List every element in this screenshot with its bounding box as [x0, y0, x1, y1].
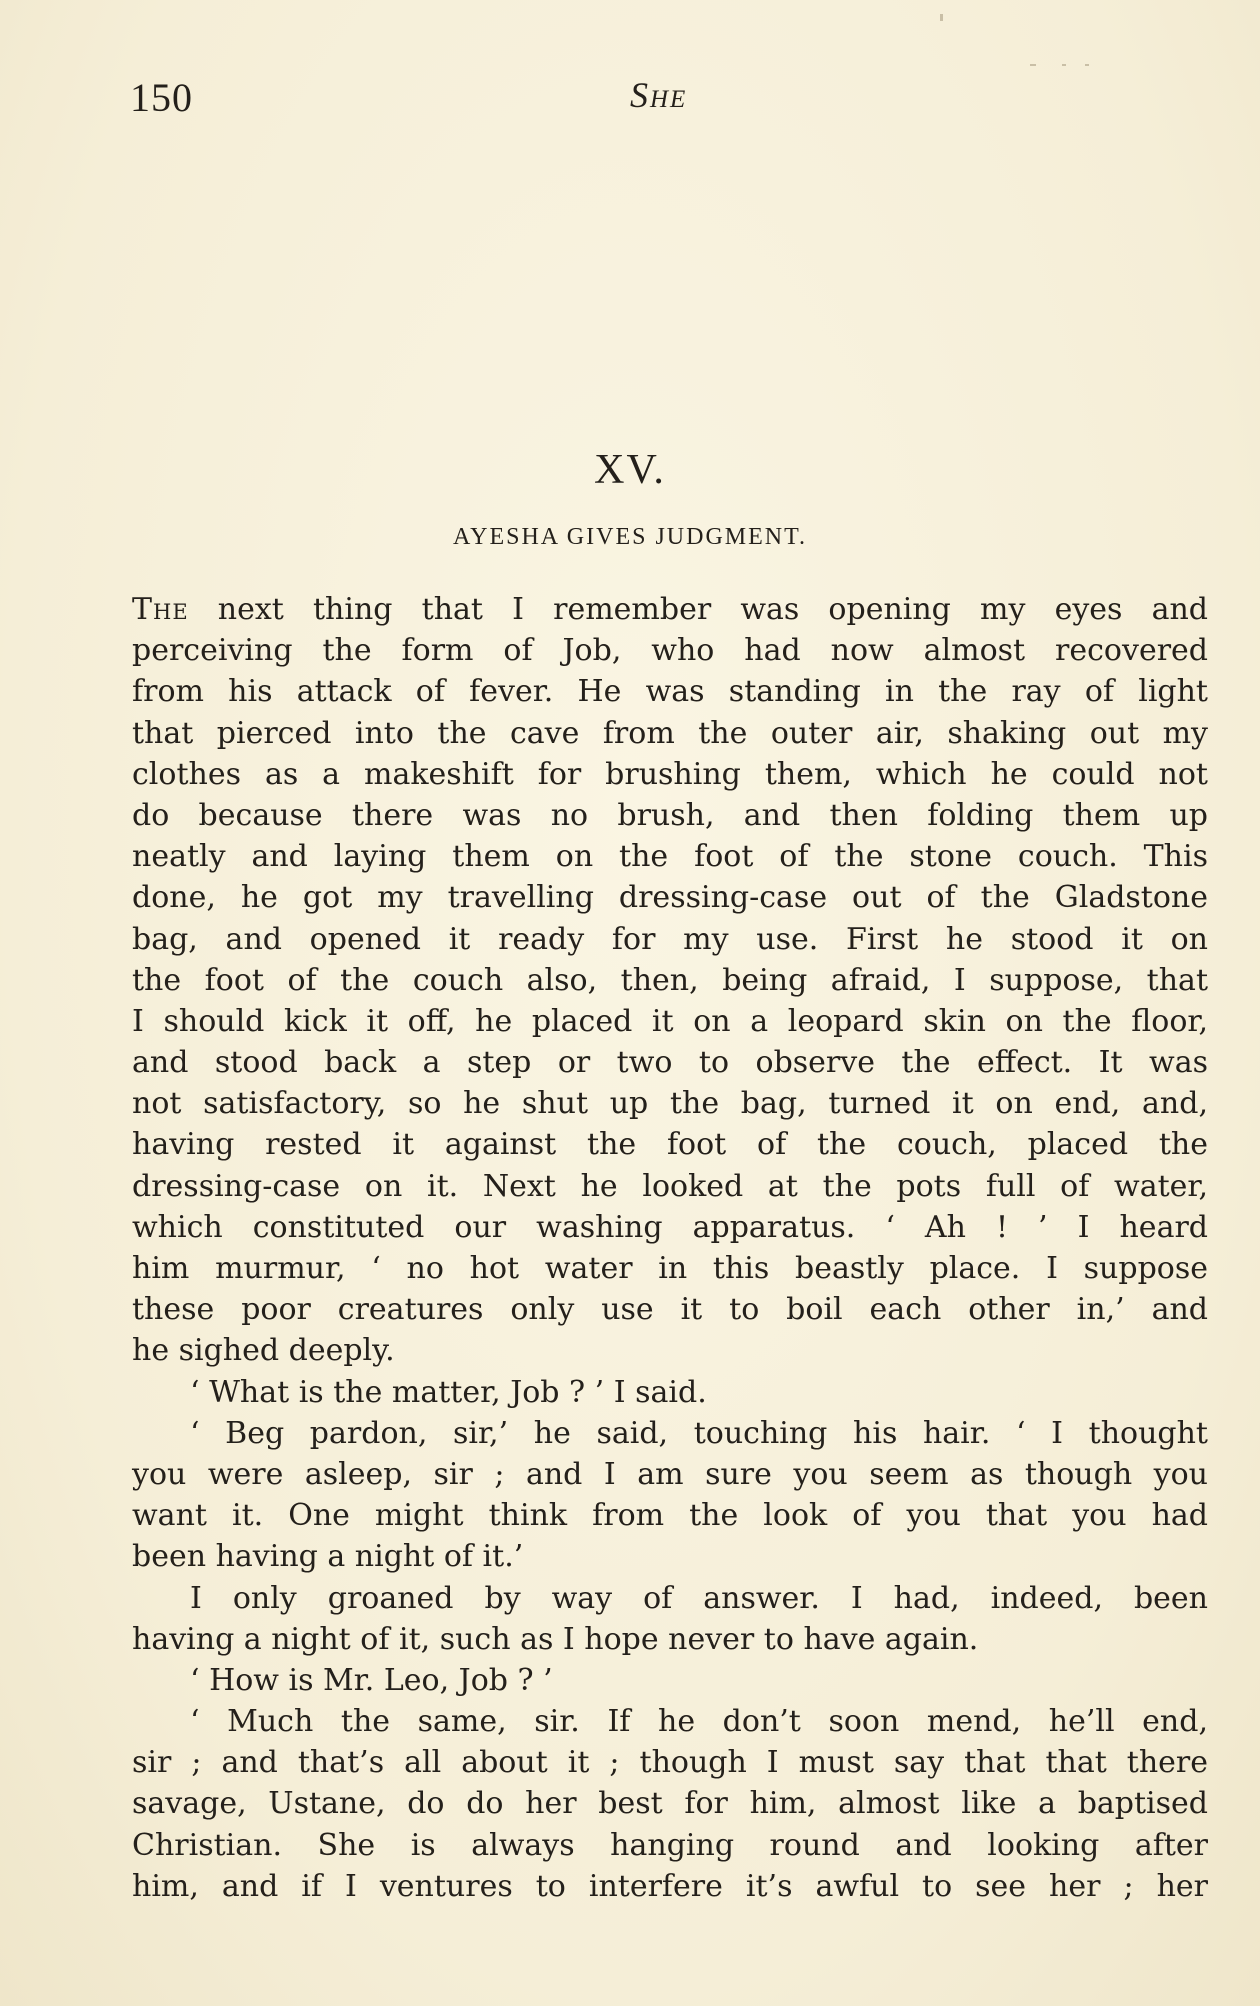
paper-speck — [1085, 64, 1089, 66]
text-line: Christian. She is always hanging round and looking after — [132, 1827, 1208, 1863]
text-line: perceiving the form of Job, who had now almost recovered — [132, 633, 1208, 669]
text-line: sir ; and that’s all about it ; though I must say that that there — [132, 1745, 1208, 1781]
text-line: do because there was no brush, and then folding them up — [132, 797, 1208, 833]
text-line: ‘ How is Mr. Leo, Job ? ’ — [190, 1662, 553, 1698]
chapter-title: AYESHA GIVES JUDGMENT. — [452, 524, 808, 550]
text-line: neatly and laying them on the foot of the stone couch. This — [132, 839, 1208, 875]
chapter-number: XV. — [594, 447, 666, 493]
text-line: savage, Ustane, do do her best for him, almost like a baptised — [132, 1786, 1208, 1822]
text-line: having a night of it, such as I hope never to have again. — [132, 1621, 979, 1657]
text-line: and stood back a step or two to observe the effect. It was — [132, 1045, 1208, 1081]
running-title: She — [630, 75, 688, 115]
text-line: ‘ Much the same, sir. If he don’t soon mend, he’ll end, — [190, 1704, 1208, 1740]
paper-speck — [1062, 64, 1066, 66]
text-line: him murmur, ‘ no hot water in this beastly place. I suppose — [132, 1251, 1208, 1286]
text-line: which constituted our washing apparatus. ‘ Ah ! ’ I heard — [132, 1209, 1208, 1245]
text-line: ‘ What is the matter, Job ? ’ I said. — [190, 1374, 707, 1410]
paper-speck — [940, 14, 943, 21]
text-line: the foot of the couch also, then, being afraid, I suppose, that — [132, 962, 1208, 998]
text-line: having rested it against the foot of the couch, placed the — [132, 1127, 1208, 1163]
text-line: want it. One might think from the look of you that you had — [132, 1498, 1208, 1534]
text-line: The next thing that I remember was opening my eyes and — [132, 592, 1208, 627]
text-line: these poor creatures only use it to boil each other in,’ and — [132, 1292, 1208, 1328]
text-line: that pierced into the cave from the outer air, shaking out my — [132, 715, 1208, 751]
text-line: from his attack of fever. He was standing in the ray of light — [132, 674, 1208, 710]
text-line: clothes as a makeshift for brushing them, which he could not — [132, 756, 1208, 792]
paper-speck — [1030, 64, 1036, 66]
text-line: I only groaned by way of answer. I had, indeed, been — [190, 1580, 1208, 1616]
text-line: been having a night of it.’ — [132, 1539, 524, 1575]
text-line: bag, and opened it ready for my use. First he stood it on — [132, 921, 1208, 957]
text-line: you were asleep, sir ; and I am sure you seem as though you — [132, 1456, 1208, 1492]
page-number: 150 — [130, 75, 193, 120]
body-text — [132, 589, 1208, 1907]
lead-word: The — [132, 592, 189, 627]
text-line: he sighed deeply. — [132, 1333, 395, 1369]
text-line: ‘ Beg pardon, sir,’ he said, touching his hair. ‘ I thought — [190, 1415, 1208, 1451]
text-line: not satisfactory, so he shut up the bag, turned it on end, and, — [132, 1086, 1208, 1122]
text-line: I should kick it off, he placed it on a leopard skin on the floor, — [132, 1003, 1208, 1039]
text-line: him, and if I ventures to interfere it’s awful to see her ; her — [132, 1868, 1208, 1904]
text-line: dressing-case on it. Next he looked at the pots full of water, — [132, 1168, 1208, 1204]
text-line: done, he got my travelling dressing-case out of the Gladstone — [132, 880, 1208, 916]
